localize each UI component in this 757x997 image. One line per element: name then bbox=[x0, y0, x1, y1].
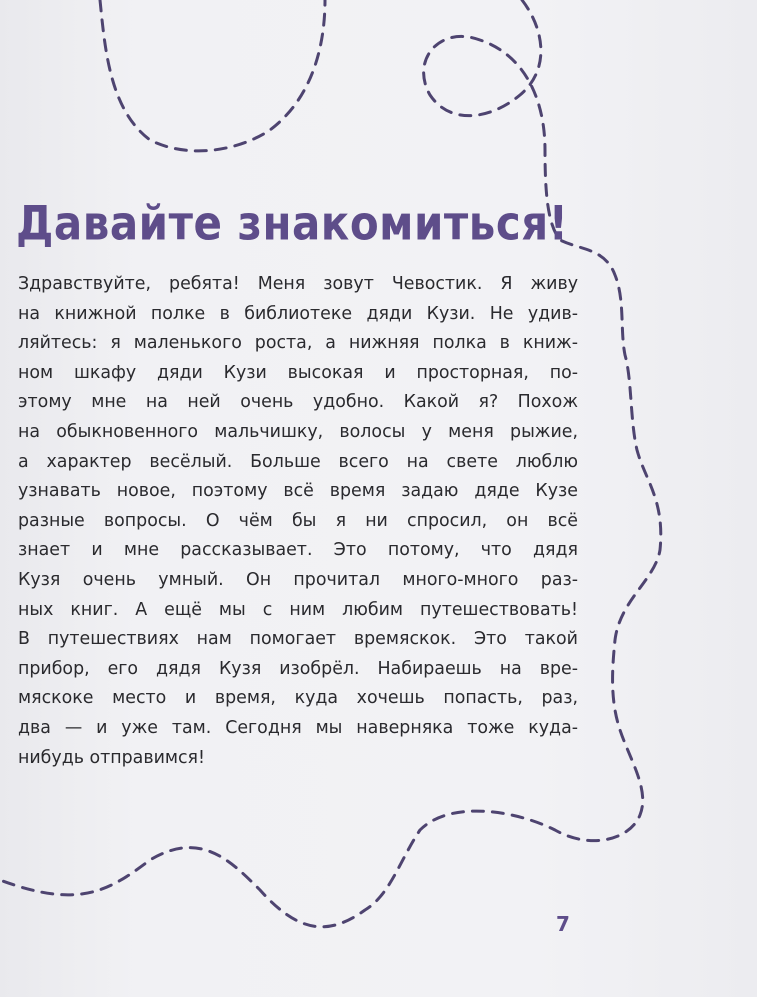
text-line: два — и уже там. Сегодня мы наверняка тоже куда- bbox=[18, 717, 578, 738]
dashed-curve-top bbox=[100, 0, 325, 151]
text-line: разные вопросы. О чём бы я ни спросил, он всё bbox=[18, 510, 578, 531]
text-line: а характер весёлый. Больше всего на свете люблю bbox=[18, 451, 578, 472]
text-line: мяскоке место и время, куда хочешь попасть, раз, bbox=[18, 688, 578, 709]
text-line: на обыкновенного мальчишку, волосы у меня рыжие, bbox=[18, 421, 578, 442]
text-line: нибудь отправимся! bbox=[18, 747, 205, 768]
text-line: на книжной полке в библиотеке дяди Кузи. Не удив- bbox=[18, 303, 578, 324]
text-line: ляйтесь: я маленького роста, а нижняя полка в книж- bbox=[18, 333, 578, 354]
text-line: прибор, его дядя Кузя изобрёл. Набираешь на вре- bbox=[18, 658, 578, 679]
text-line: этому мне на ней очень удобно. Какой я? Похож bbox=[18, 392, 578, 413]
body-paragraph bbox=[18, 270, 578, 773]
text-line: ном шкафу дяди Кузи высокая и просторная, по- bbox=[18, 362, 578, 383]
text-line: Кузя очень умный. Он прочитал много-много раз- bbox=[18, 569, 578, 590]
text-line: узнавать новое, поэтому всё время задаю дяде Кузе bbox=[18, 481, 578, 502]
page-number: 7 bbox=[556, 912, 570, 936]
text-line: В путешествиях нам помогает времяскок. Это такой bbox=[18, 629, 578, 650]
text-line: ных книг. А ещё мы с ним любим путешествовать! bbox=[18, 599, 578, 620]
text-line: Здравствуйте, ребята! Меня зовут Чевостик. Я живу bbox=[18, 274, 578, 294]
text-line: знает и мне рассказывает. Это потому, что дядя bbox=[18, 540, 578, 561]
page-title: Давайте знакомиться! bbox=[16, 196, 569, 251]
